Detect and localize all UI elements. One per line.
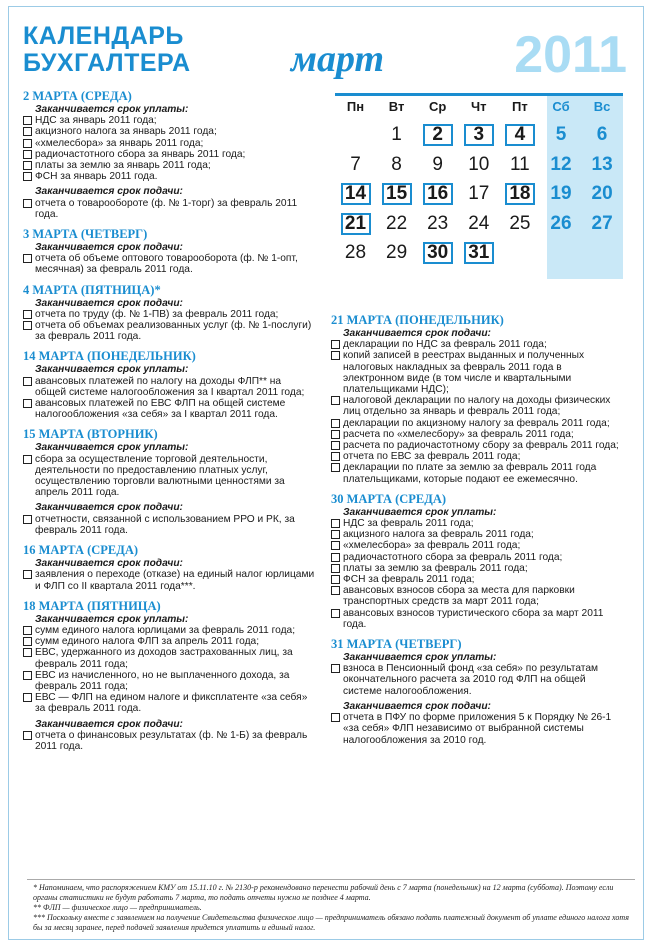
checkbox-icon — [23, 139, 32, 148]
left-column — [23, 89, 315, 759]
checkbox-icon — [23, 637, 32, 646]
section-date: 4 МАРТА (ПЯТНИЦА)* — [23, 282, 161, 297]
checklist-item — [23, 138, 315, 149]
checkbox-icon — [331, 463, 340, 472]
checklist-item — [23, 625, 315, 636]
checklist-item — [23, 149, 315, 160]
deadline-section — [23, 227, 315, 276]
checklist-item — [331, 663, 625, 697]
checkbox-icon — [331, 541, 340, 550]
calendar-day: 1 — [391, 124, 402, 145]
deadline-group — [23, 442, 315, 498]
item-text: декларации по плате за землю за февраль 2011 года плательщиками, которые подают ее ежемесячно. — [343, 462, 597, 485]
section-date: 16 МАРТА (СРЕДА) — [23, 543, 139, 558]
calendar-day: 21 — [341, 213, 371, 235]
title-line-2: БУХГАЛТЕРА — [23, 49, 191, 77]
calendar-day: 18 — [505, 183, 535, 205]
item-text: акцизного налога за январь 2011 года; — [35, 126, 217, 138]
deadline-group — [23, 558, 315, 592]
calendar-day: 4 — [505, 124, 535, 146]
calendar-day: 14 — [341, 183, 371, 205]
checkbox-icon — [23, 310, 32, 319]
weekday-header: Вт — [388, 99, 405, 114]
section-date: 18 МАРТА (ПЯТНИЦА) — [23, 598, 161, 613]
checklist-item — [23, 171, 315, 182]
item-text: авансовых взносов туристического сбора за март 2011 года. — [343, 607, 604, 630]
item-text: копий записей в реестрах выданных и полученных налоговых накладных за февраль 2011 года в электронном виде (в том числе и квартальными плательщиками НДС); — [343, 350, 585, 396]
checklist-item — [23, 647, 315, 669]
checklist-item — [23, 730, 315, 752]
item-text: декларации по НДС за февраль 2011 года; — [343, 339, 547, 351]
calendar-day: 7 — [350, 153, 361, 175]
group-label: Заканчивается срок подачи: — [35, 242, 183, 254]
deadline-group — [23, 298, 315, 343]
section-date: 30 МАРТА (СРЕДА) — [331, 491, 447, 506]
item-text: ФСН за февраль 2011 года; — [343, 574, 475, 586]
calendar-day: 12 — [550, 153, 572, 175]
deadline-section — [331, 637, 625, 746]
checkbox-icon — [23, 731, 32, 740]
checklist-item — [331, 563, 625, 574]
weekday-header: Ср — [429, 99, 447, 114]
calendar-day: 25 — [509, 212, 531, 234]
checkbox-icon — [331, 664, 340, 673]
calendar-day: 6 — [596, 124, 608, 145]
item-text: НДС за январь 2011 года; — [35, 115, 157, 127]
checkbox-icon — [23, 127, 32, 136]
item-text: отчета о финансовых результатах (ф. № 1-Б) за февраль 2011 года. — [35, 729, 308, 752]
checklist-item — [23, 569, 315, 591]
section-date: 31 МАРТА (ЧЕТВЕРГ) — [331, 637, 462, 652]
calendar-day: 10 — [468, 153, 490, 175]
calendar-day: 9 — [432, 153, 443, 175]
deadline-group — [23, 502, 315, 536]
group-label: Заканчивается срок подачи: — [343, 328, 491, 339]
checkbox-icon — [331, 519, 340, 528]
deadline-group — [331, 507, 625, 630]
deadline-group — [23, 719, 315, 753]
group-label: Заканчивается срок подачи: — [35, 186, 183, 198]
deadline-section — [331, 492, 625, 630]
group-label: Заканчивается срок уплаты: — [35, 364, 189, 376]
calendar-top-rule — [335, 93, 623, 96]
checklist-item — [331, 462, 625, 484]
group-label: Заканчивается срок уплаты: — [35, 104, 189, 115]
calendar-day: 23 — [427, 212, 449, 234]
section-date: 3 МАРТА (ЧЕТВЕРГ) — [23, 227, 148, 242]
section-date: 14 МАРТА (ПОНЕДЕЛЬНИК) — [23, 349, 196, 364]
checkbox-icon — [23, 150, 32, 159]
checklist-item — [331, 395, 625, 417]
item-text: отчета по труду (ф. № 1-ПВ) за февраль 2011 года; — [35, 308, 279, 320]
item-text: авансовых платежей по ЕВС ФЛП на общей системе налогообложения «за себя» за I квартал 2011 года. — [35, 398, 286, 421]
month-calendar — [335, 93, 623, 279]
checkbox-icon — [23, 570, 32, 579]
deadline-section — [23, 427, 315, 536]
checklist-item — [23, 115, 315, 126]
calendar-day: 24 — [468, 212, 490, 234]
deadline-section — [23, 349, 315, 420]
section-date: 21 МАРТА (ПОНЕДЕЛЬНИК) — [331, 313, 504, 327]
checkbox-icon — [23, 172, 32, 181]
checkbox-icon — [331, 713, 340, 722]
item-text: заявления о переходе (отказе) на единый налог юрлицами и ФЛП со II квартала 2011 года***. — [35, 569, 315, 592]
weekday-header: Сб — [552, 99, 570, 114]
deadline-group — [23, 186, 315, 220]
checklist-item — [23, 320, 315, 342]
checklist-item — [331, 429, 625, 440]
item-text: ФСН за январь 2011 года. — [35, 171, 158, 183]
weekday-header: Чт — [471, 99, 487, 114]
item-text: расчета по радиочастотному сбору за февраль 2011 года; — [343, 440, 619, 452]
checklist-item — [331, 712, 625, 746]
calendar-day: 19 — [550, 183, 572, 204]
item-text: сумм единого налога ФЛП за апрель 2011 года; — [35, 636, 260, 648]
deadline-section — [23, 599, 315, 752]
calendar-day: 8 — [391, 153, 402, 175]
checklist-item — [331, 518, 625, 529]
checklist-item — [331, 440, 625, 451]
deadline-group — [23, 242, 315, 276]
item-text: взноса в Пенсионный фонд «за себя» по результатам окончательного расчета за 2010 год ФЛП на общей системе налогообложения. — [343, 663, 599, 697]
group-label: Заканчивается срок подачи: — [35, 718, 183, 730]
checklist-item — [23, 126, 315, 137]
calendar-day: 20 — [591, 183, 613, 204]
deadline-group — [331, 701, 625, 746]
item-text: радиочастотного сбора за февраль 2011 года; — [343, 551, 563, 563]
deadline-group — [23, 104, 315, 182]
checklist-item — [23, 398, 315, 420]
item-text: отчета о товарообороте (ф. № 1-торг) за февраль 2011 года. — [35, 197, 298, 220]
checklist-item — [23, 160, 315, 171]
calendar-day: 29 — [386, 242, 408, 263]
calendar-day: 17 — [468, 183, 490, 204]
calendar-day: 11 — [510, 153, 530, 175]
group-label: Заканчивается срок подачи: — [35, 502, 183, 514]
item-text: отчета в ПФУ по форме приложения 5 к Порядку № 26-1 «за себя» ФЛП независимо от выбранной системы налогообложения за 2010 год. — [343, 712, 612, 746]
item-text: ЕВС — ФЛП на едином налоге и фиксплатенте «за себя» за февраль 2011 года. — [35, 692, 308, 715]
weekday-header: Пн — [346, 99, 365, 114]
calendar-day: 22 — [386, 212, 408, 234]
item-text: «хмелесбора» за январь 2011 года; — [35, 137, 204, 149]
checkbox-icon — [331, 419, 340, 428]
checklist-item — [23, 253, 315, 275]
checklist-item — [331, 418, 625, 429]
deadline-group — [23, 364, 315, 420]
checkbox-icon — [331, 575, 340, 584]
checkbox-icon — [23, 626, 32, 635]
checklist-item — [331, 574, 625, 585]
checklist-item — [331, 350, 625, 395]
checklist-item — [331, 540, 625, 551]
checkbox-icon — [23, 693, 32, 702]
page-title — [23, 23, 263, 77]
checkbox-icon — [23, 254, 32, 263]
right-column — [331, 313, 625, 753]
checkbox-icon — [23, 671, 32, 680]
checklist-item — [23, 309, 315, 320]
calendar-day: 28 — [344, 242, 367, 263]
checklist-item — [331, 585, 625, 607]
item-text: акцизного налога за февраль 2011 года; — [343, 529, 534, 541]
weekday-header: Вс — [593, 99, 611, 114]
checkbox-icon — [331, 430, 340, 439]
group-label: Заканчивается срок подачи: — [35, 297, 183, 309]
calendar-day: 26 — [550, 212, 572, 234]
checkbox-icon — [23, 321, 32, 330]
checkbox-icon — [23, 648, 32, 657]
calendar-day: 27 — [591, 212, 613, 234]
item-text: платы за землю за январь 2011 года; — [35, 160, 211, 172]
deadline-section — [23, 283, 315, 343]
calendar-day: 5 — [555, 124, 567, 145]
deadline-group — [331, 328, 625, 485]
calendar-day: 13 — [591, 153, 613, 175]
calendar-day: 30 — [423, 242, 453, 264]
footnote: * Напоминаем, что распоряжением КМУ от 15.11.10 г. № 2130-р рекомендовано перенести рабочий день с 7 марта (понедельник) на 12 марта (суббота). Поэтому если органы статистики не будут работать 7 марта, то подать отчеты нужно не позднее 4 марта. — [33, 883, 614, 902]
checkbox-icon — [23, 399, 32, 408]
checkbox-icon — [23, 199, 32, 208]
checkbox-icon — [23, 116, 32, 125]
footnote-divider — [27, 879, 635, 880]
title-line-1: КАЛЕНДАРЬ — [23, 22, 184, 50]
checklist-item — [23, 636, 315, 647]
item-text: отчета об объеме оптового товарооборота (ф. № 1-опт, месячная) за февраль 2011 года. — [35, 253, 298, 276]
checklist-item — [23, 692, 315, 714]
checkbox-icon — [331, 396, 340, 405]
checkbox-icon — [23, 161, 32, 170]
item-text: ЕВС из начисленного, но не выплаченного дохода, за февраль 2011 года; — [35, 669, 290, 692]
item-text: отчета по ЕВС за февраль 2011 года; — [343, 451, 521, 463]
checklist-item — [331, 339, 625, 350]
checkbox-icon — [23, 515, 32, 524]
checkbox-icon — [331, 586, 340, 595]
item-text: отчета об объемах реализованных услуг (ф. № 1-послуги) за февраль 2011 года. — [35, 320, 312, 343]
item-text: НДС за февраль 2011 года; — [343, 518, 474, 530]
item-text: авансовых взносов сбора за места для парковки транспортных средств за март 2011 года; — [343, 585, 575, 608]
checkbox-icon — [331, 452, 340, 461]
item-text: платы за землю за февраль 2011 года; — [343, 562, 528, 574]
calendar-page — [8, 6, 644, 940]
footnotes — [33, 883, 633, 933]
group-label: Заканчивается срок уплаты: — [343, 652, 497, 664]
checkbox-icon — [331, 340, 340, 349]
footnote: ** ФЛП — физическое лицо — предприниматель. — [33, 903, 202, 912]
year-title: 2011 — [514, 26, 627, 84]
item-text: налоговой декларации по налогу на доходы физических лиц отдельно за январь и февраль 2011 года; — [343, 395, 611, 418]
checkbox-icon — [331, 441, 340, 450]
item-text: отчетности, связанной с использованием РРО и РК, за февраль 2011 года. — [35, 513, 295, 536]
group-label: Заканчивается срок подачи: — [343, 700, 491, 712]
group-label: Заканчивается срок подачи: — [35, 558, 183, 570]
section-date: 2 МАРТА (СРЕДА) — [23, 89, 132, 103]
calendar-day: 15 — [382, 183, 412, 205]
checklist-item — [331, 451, 625, 462]
deadline-section — [23, 543, 315, 592]
calendar-day: 31 — [464, 242, 494, 264]
item-text: «хмелесбора» за февраль 2011 года; — [343, 540, 521, 552]
item-text: авансовых платежей по налогу на доходы ФЛП** на общей системе налогообложения за I квартал 2011 года; — [35, 375, 305, 398]
item-text: декларации по акцизному налогу за февраль 2011 года; — [343, 417, 610, 429]
section-date: 15 МАРТА (ВТОРНИК) — [23, 427, 158, 442]
checklist-item — [23, 514, 315, 536]
checkbox-icon — [331, 351, 340, 360]
item-text: ЕВС, удержанного из доходов застрахованных лиц, за февраль 2011 года; — [35, 647, 293, 670]
checkbox-icon — [331, 609, 340, 618]
checkbox-icon — [331, 553, 340, 562]
item-text: расчета по «хмелесбору» за февраль 2011 года; — [343, 428, 574, 440]
month-title: март — [291, 38, 385, 80]
checklist-item — [331, 608, 625, 630]
checkbox-icon — [331, 530, 340, 539]
checkbox-icon — [23, 455, 32, 464]
checklist-item — [331, 529, 625, 540]
item-text: сбора за осуществление торговой деятельности, деятельности по предоставлению платных услуг, осуществлению торговли валютными ценностями за апрель 2011 года. — [35, 453, 285, 499]
group-label: Заканчивается срок уплаты: — [35, 442, 189, 454]
deadline-group — [331, 652, 625, 697]
checklist-item — [23, 670, 315, 692]
deadline-group — [23, 614, 315, 715]
checkbox-icon — [331, 564, 340, 573]
calendar-day: 3 — [464, 124, 494, 146]
deadline-section — [331, 313, 625, 485]
checkbox-icon — [23, 377, 32, 386]
checklist-item — [331, 552, 625, 563]
checklist-item — [23, 198, 315, 220]
checklist-item — [23, 376, 315, 398]
weekday-header: Пт — [512, 99, 528, 114]
calendar-day: 2 — [423, 124, 453, 146]
item-text: сумм единого налога юрлицами за февраль 2011 года; — [35, 624, 296, 636]
group-label: Заканчивается срок уплаты: — [343, 506, 497, 518]
footnote: *** Поскольку вместе с заявлением на получение Свидетельства физическое лицо — предприниматель обязано подать платежный документ об уплате единого налога хотя бы за месяц заранее, перед подачей заявления придется уплатить и единый налог. — [33, 913, 629, 932]
deadline-section — [23, 89, 315, 220]
item-text: радиочастотного сбора за январь 2011 года; — [35, 148, 246, 160]
group-label: Заканчивается срок уплаты: — [35, 613, 189, 625]
checklist-item — [23, 454, 315, 499]
calendar-day: 16 — [423, 183, 453, 205]
